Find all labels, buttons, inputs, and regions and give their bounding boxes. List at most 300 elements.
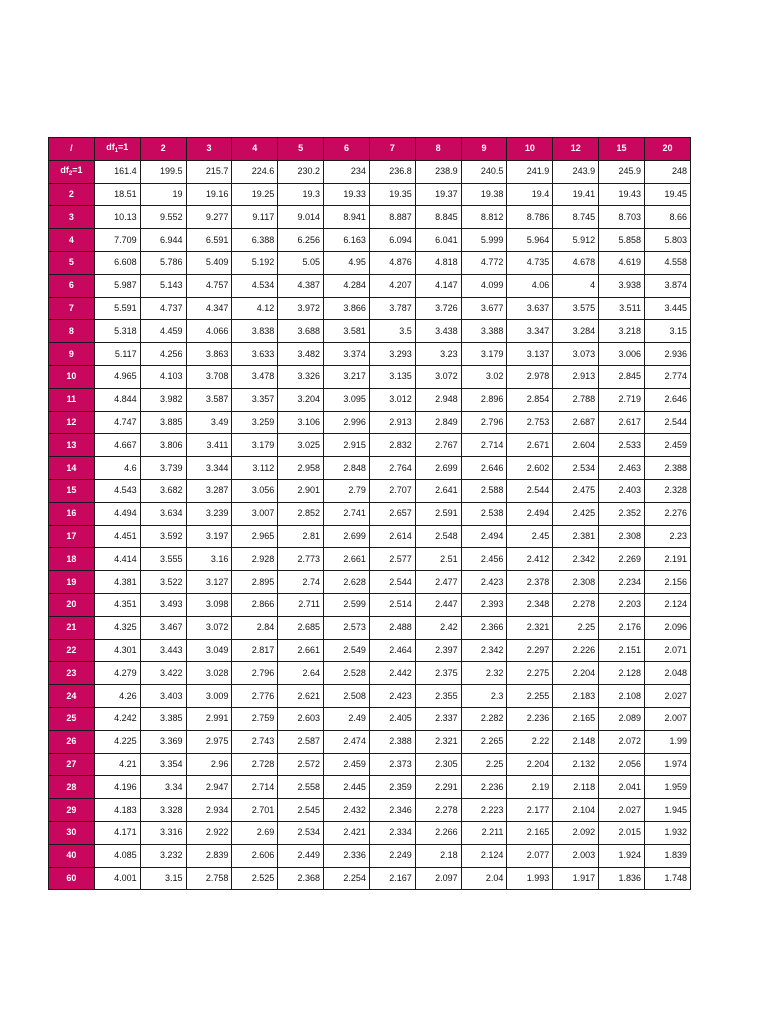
table-cell: 3.787 xyxy=(369,297,415,320)
table-cell: 5.803 xyxy=(644,229,690,252)
table-cell: 3.23 xyxy=(415,343,461,366)
table-cell: 2.072 xyxy=(599,730,645,753)
table-cell: 2.646 xyxy=(644,388,690,411)
table-cell: 2.534 xyxy=(553,457,599,480)
column-header: 10 xyxy=(507,138,553,161)
table-cell: 2.346 xyxy=(369,799,415,822)
table-cell: 3.15 xyxy=(644,320,690,343)
column-header-df1 xyxy=(94,138,140,161)
table-cell: 4.225 xyxy=(94,730,140,753)
table-cell: 5.987 xyxy=(94,274,140,297)
table-cell: 2.577 xyxy=(369,548,415,571)
table-cell: 2.614 xyxy=(369,525,415,548)
table-cell: 4.06 xyxy=(507,274,553,297)
table-cell: 2.432 xyxy=(324,799,370,822)
table-cell: 3.411 xyxy=(186,434,232,457)
table-cell: 1.974 xyxy=(644,753,690,776)
table-cell: 4.256 xyxy=(140,343,186,366)
row-header: 5 xyxy=(49,251,95,274)
table-cell: 2.774 xyxy=(644,365,690,388)
table-cell: 2.334 xyxy=(369,821,415,844)
column-header: 3 xyxy=(186,138,232,161)
table-cell: 2.74 xyxy=(278,571,324,594)
table-cell: 3.863 xyxy=(186,343,232,366)
table-cell: 3.726 xyxy=(415,297,461,320)
table-cell: 3.49 xyxy=(186,411,232,434)
table-cell: 2.603 xyxy=(278,707,324,730)
row-header: 19 xyxy=(49,571,95,594)
table-cell: 19.37 xyxy=(415,183,461,206)
table-cell: 215.7 xyxy=(186,160,232,183)
table-cell: 2.51 xyxy=(415,548,461,571)
table-cell: 3.677 xyxy=(461,297,507,320)
table-cell: 3.422 xyxy=(140,662,186,685)
table-cell: 2.922 xyxy=(186,821,232,844)
table-cell: 2.25 xyxy=(461,753,507,776)
table-cell: 2.204 xyxy=(553,662,599,685)
table-cell: 2.104 xyxy=(553,799,599,822)
row-header: 9 xyxy=(49,343,95,366)
table-cell: 5.912 xyxy=(553,229,599,252)
table-cell: 19.35 xyxy=(369,183,415,206)
table-cell: 2.508 xyxy=(324,685,370,708)
table-cell: 238.9 xyxy=(415,160,461,183)
table-cell: 19.45 xyxy=(644,183,690,206)
table-cell: 240.5 xyxy=(461,160,507,183)
row-header: 13 xyxy=(49,434,95,457)
table-row xyxy=(49,753,691,776)
table-cell: 2.203 xyxy=(599,593,645,616)
table-cell: 4.451 xyxy=(94,525,140,548)
table-row xyxy=(49,434,691,457)
column-header: 5 xyxy=(278,138,324,161)
table-cell: 4.381 xyxy=(94,571,140,594)
table-cell: 2.928 xyxy=(232,548,278,571)
table-cell: 6.608 xyxy=(94,251,140,274)
table-cell: 5.591 xyxy=(94,297,140,320)
table-cell: 3.095 xyxy=(324,388,370,411)
table-body xyxy=(49,160,691,890)
table-cell: 9.014 xyxy=(278,206,324,229)
table-cell: 2.18 xyxy=(415,844,461,867)
table-cell: 2.796 xyxy=(461,411,507,434)
table-cell: 3.682 xyxy=(140,479,186,502)
table-cell: 2.573 xyxy=(324,616,370,639)
table-cell: 2.108 xyxy=(599,685,645,708)
table-cell: 2.741 xyxy=(324,502,370,525)
table-cell: 3.287 xyxy=(186,479,232,502)
table-cell: 19.3 xyxy=(278,183,324,206)
table-cell: 1.924 xyxy=(599,844,645,867)
table-cell: 3.025 xyxy=(278,434,324,457)
row-header: 27 xyxy=(49,753,95,776)
table-cell: 2.234 xyxy=(599,571,645,594)
table-cell: 2.236 xyxy=(507,707,553,730)
table-cell: 2.378 xyxy=(507,571,553,594)
table-cell: 2.226 xyxy=(553,639,599,662)
table-cell: 2.572 xyxy=(278,753,324,776)
table-cell: 4.301 xyxy=(94,639,140,662)
table-cell: 4.103 xyxy=(140,365,186,388)
table-row xyxy=(49,229,691,252)
table-cell: 3.354 xyxy=(140,753,186,776)
table-cell: 2.534 xyxy=(278,821,324,844)
table-cell: 3.34 xyxy=(140,776,186,799)
table-cell: 2.617 xyxy=(599,411,645,434)
table-cell: 3.112 xyxy=(232,457,278,480)
df1-prefix: df xyxy=(106,142,115,153)
table-row xyxy=(49,571,691,594)
table-cell: 3.467 xyxy=(140,616,186,639)
table-cell: 4.12 xyxy=(232,297,278,320)
table-row xyxy=(49,457,691,480)
table-cell: 3.135 xyxy=(369,365,415,388)
table-cell: 2.64 xyxy=(278,662,324,685)
table-cell: 2.305 xyxy=(415,753,461,776)
table-cell: 2.549 xyxy=(324,639,370,662)
table-cell: 2.275 xyxy=(507,662,553,685)
table-cell: 3.445 xyxy=(644,297,690,320)
table-cell: 4.21 xyxy=(94,753,140,776)
table-cell: 3.688 xyxy=(278,320,324,343)
table-row xyxy=(49,388,691,411)
table-cell: 3.204 xyxy=(278,388,324,411)
table-cell: 224.6 xyxy=(232,160,278,183)
table-cell: 2.588 xyxy=(461,479,507,502)
table-cell: 2.388 xyxy=(369,730,415,753)
table-cell: 2.913 xyxy=(553,365,599,388)
table-cell: 6.944 xyxy=(140,229,186,252)
table-cell: 3.587 xyxy=(186,388,232,411)
table-row xyxy=(49,411,691,434)
row-header: 4 xyxy=(49,229,95,252)
table-cell: 4.099 xyxy=(461,274,507,297)
table-cell: 2.308 xyxy=(599,525,645,548)
table-cell: 3.511 xyxy=(599,297,645,320)
table-cell: 2.42 xyxy=(415,616,461,639)
table-cell: 1.945 xyxy=(644,799,690,822)
table-cell: 3.522 xyxy=(140,571,186,594)
table-cell: 3.239 xyxy=(186,502,232,525)
table-cell: 3.232 xyxy=(140,844,186,867)
table-cell: 2.027 xyxy=(599,799,645,822)
table-cell: 2.474 xyxy=(324,730,370,753)
table-cell: 2.545 xyxy=(278,799,324,822)
table-cell: 2.832 xyxy=(369,434,415,457)
table-cell: 2.758 xyxy=(186,867,232,890)
table-cell: 3.326 xyxy=(278,365,324,388)
table-cell: 2.788 xyxy=(553,388,599,411)
table-cell: 2.463 xyxy=(599,457,645,480)
table-cell: 3.581 xyxy=(324,320,370,343)
table-cell: 2.494 xyxy=(461,525,507,548)
table-cell: 2.641 xyxy=(415,479,461,502)
table-cell: 2.759 xyxy=(232,707,278,730)
table-cell: 18.51 xyxy=(94,183,140,206)
table-cell: 8.745 xyxy=(553,206,599,229)
table-cell: 3.197 xyxy=(186,525,232,548)
table-cell: 2.845 xyxy=(599,365,645,388)
row-header: 24 xyxy=(49,685,95,708)
table-cell: 2.81 xyxy=(278,525,324,548)
table-row xyxy=(49,593,691,616)
table-cell: 2.449 xyxy=(278,844,324,867)
table-cell: 3.493 xyxy=(140,593,186,616)
table-cell: 2.936 xyxy=(644,343,690,366)
table-row xyxy=(49,343,691,366)
table-cell: 3.009 xyxy=(186,685,232,708)
table-cell: 4.844 xyxy=(94,388,140,411)
table-cell: 2.25 xyxy=(553,616,599,639)
table-cell: 3.555 xyxy=(140,548,186,571)
table-row xyxy=(49,502,691,525)
table-cell: 3.592 xyxy=(140,525,186,548)
table-cell: 1.993 xyxy=(507,867,553,890)
table-cell: 2.278 xyxy=(415,799,461,822)
table-cell: 2.657 xyxy=(369,502,415,525)
table-cell: 3.374 xyxy=(324,343,370,366)
table-row xyxy=(49,274,691,297)
table-cell: 230.2 xyxy=(278,160,324,183)
table-cell: 6.163 xyxy=(324,229,370,252)
table-cell: 3.328 xyxy=(140,799,186,822)
table-cell: 2.092 xyxy=(553,821,599,844)
table-cell: 2.425 xyxy=(553,502,599,525)
table-cell: 2.714 xyxy=(232,776,278,799)
table-cell: 3.16 xyxy=(186,548,232,571)
table-cell: 3.028 xyxy=(186,662,232,685)
table-cell: 2.342 xyxy=(553,548,599,571)
table-cell: 2.23 xyxy=(644,525,690,548)
table-cell: 2.896 xyxy=(461,388,507,411)
table-cell: 2.661 xyxy=(278,639,324,662)
row-header: 28 xyxy=(49,776,95,799)
table-cell: 1.959 xyxy=(644,776,690,799)
table-cell: 2.459 xyxy=(644,434,690,457)
table-cell: 4.387 xyxy=(278,274,324,297)
table-cell: 3.5 xyxy=(369,320,415,343)
table-cell: 4.6 xyxy=(94,457,140,480)
table-cell: 2.488 xyxy=(369,616,415,639)
table-cell: 5.117 xyxy=(94,343,140,366)
table-cell: 1.836 xyxy=(599,867,645,890)
table-cell: 2.366 xyxy=(461,616,507,639)
table-cell: 2.947 xyxy=(186,776,232,799)
table-cell: 2.348 xyxy=(507,593,553,616)
table-cell: 2.071 xyxy=(644,639,690,662)
table-cell: 2.464 xyxy=(369,639,415,662)
table-cell: 2.544 xyxy=(507,479,553,502)
column-header: 4 xyxy=(232,138,278,161)
table-cell: 3.179 xyxy=(461,343,507,366)
table-cell: 4.747 xyxy=(94,411,140,434)
table-cell: 2.04 xyxy=(461,867,507,890)
table-cell: 6.591 xyxy=(186,229,232,252)
table-cell: 2.393 xyxy=(461,593,507,616)
row-header: 11 xyxy=(49,388,95,411)
table-cell: 4.534 xyxy=(232,274,278,297)
table-cell: 2.077 xyxy=(507,844,553,867)
table-cell: 19.16 xyxy=(186,183,232,206)
table-cell: 4.678 xyxy=(553,251,599,274)
table-cell: 2.176 xyxy=(599,616,645,639)
table-cell: 2.544 xyxy=(644,411,690,434)
table-cell: 19.33 xyxy=(324,183,370,206)
table-cell: 4 xyxy=(553,274,599,297)
table-cell: 243.9 xyxy=(553,160,599,183)
table-cell: 2.027 xyxy=(644,685,690,708)
table-cell: 4.066 xyxy=(186,320,232,343)
table-cell: 2.183 xyxy=(553,685,599,708)
table-cell: 2.291 xyxy=(415,776,461,799)
table-cell: 3.385 xyxy=(140,707,186,730)
table-cell: 2.321 xyxy=(415,730,461,753)
table-cell: 234 xyxy=(324,160,370,183)
table-cell: 2.604 xyxy=(553,434,599,457)
table-cell: 2.45 xyxy=(507,525,553,548)
table-cell: 2.007 xyxy=(644,707,690,730)
table-cell: 4.26 xyxy=(94,685,140,708)
row-header: 10 xyxy=(49,365,95,388)
table-cell: 2.699 xyxy=(324,525,370,548)
table-cell: 2.282 xyxy=(461,707,507,730)
table-cell: 2.475 xyxy=(553,479,599,502)
table-cell: 5.143 xyxy=(140,274,186,297)
table-cell: 199.5 xyxy=(140,160,186,183)
table-cell: 4.279 xyxy=(94,662,140,685)
table-cell: 2.421 xyxy=(324,821,370,844)
row-header: 15 xyxy=(49,479,95,502)
table-cell: 2.79 xyxy=(324,479,370,502)
table-cell: 3.866 xyxy=(324,297,370,320)
table-cell: 2.236 xyxy=(461,776,507,799)
table-cell: 2.397 xyxy=(415,639,461,662)
table-row xyxy=(49,320,691,343)
table-row xyxy=(49,867,691,890)
table-cell: 4.347 xyxy=(186,297,232,320)
table-cell: 19.38 xyxy=(461,183,507,206)
table-cell: 2.276 xyxy=(644,502,690,525)
table-cell: 3.344 xyxy=(186,457,232,480)
table-cell: 19 xyxy=(140,183,186,206)
table-cell: 3.357 xyxy=(232,388,278,411)
table-cell: 2.22 xyxy=(507,730,553,753)
table-cell: 2.839 xyxy=(186,844,232,867)
table-cell: 2.156 xyxy=(644,571,690,594)
table-cell: 2.714 xyxy=(461,434,507,457)
table-cell: 2.412 xyxy=(507,548,553,571)
table-cell: 3.575 xyxy=(553,297,599,320)
table-cell: 4.459 xyxy=(140,320,186,343)
table-cell: 4.543 xyxy=(94,479,140,502)
table-cell: 4.737 xyxy=(140,297,186,320)
table-cell: 2.606 xyxy=(232,844,278,867)
table-row xyxy=(49,776,691,799)
table-cell: 2.767 xyxy=(415,434,461,457)
table-cell: 2.991 xyxy=(186,707,232,730)
table-cell: 3.633 xyxy=(232,343,278,366)
table-cell: 2.151 xyxy=(599,639,645,662)
table-row xyxy=(49,844,691,867)
table-cell: 4.772 xyxy=(461,251,507,274)
table-cell: 3.874 xyxy=(644,274,690,297)
table-cell: 2.124 xyxy=(461,844,507,867)
row-header: 30 xyxy=(49,821,95,844)
table-cell: 2.223 xyxy=(461,799,507,822)
table-cell: 3.438 xyxy=(415,320,461,343)
table-cell: 2.278 xyxy=(553,593,599,616)
table-cell: 8.703 xyxy=(599,206,645,229)
table-cell: 9.117 xyxy=(232,206,278,229)
table-cell: 2.934 xyxy=(186,799,232,822)
table-cell: 2.628 xyxy=(324,571,370,594)
table-cell: 2.337 xyxy=(415,707,461,730)
table-cell: 4.351 xyxy=(94,593,140,616)
table-cell: 2.558 xyxy=(278,776,324,799)
table-row xyxy=(49,730,691,753)
row-header: 40 xyxy=(49,844,95,867)
table-cell: 2.796 xyxy=(232,662,278,685)
table-cell: 5.192 xyxy=(232,251,278,274)
table-cell: 2.405 xyxy=(369,707,415,730)
table-cell: 3.218 xyxy=(599,320,645,343)
df1-suffix: =1 xyxy=(118,142,129,153)
table-cell: 2.753 xyxy=(507,411,553,434)
df2-subscript: 2 xyxy=(68,171,73,178)
row-header: 26 xyxy=(49,730,95,753)
table-cell: 4.196 xyxy=(94,776,140,799)
row-header: 21 xyxy=(49,616,95,639)
row-header: 20 xyxy=(49,593,95,616)
table-cell: 2.764 xyxy=(369,457,415,480)
table-cell: 2.254 xyxy=(324,867,370,890)
table-cell: 7.709 xyxy=(94,229,140,252)
table-cell: 2.255 xyxy=(507,685,553,708)
table-row xyxy=(49,206,691,229)
table-cell: 2.249 xyxy=(369,844,415,867)
table-cell: 2.901 xyxy=(278,479,324,502)
table-cell: 2.587 xyxy=(278,730,324,753)
table-cell: 2.381 xyxy=(553,525,599,548)
table-cell: 2.49 xyxy=(324,707,370,730)
table-cell: 3.259 xyxy=(232,411,278,434)
table-cell: 2.19 xyxy=(507,776,553,799)
table-cell: 2.84 xyxy=(232,616,278,639)
table-cell: 2.743 xyxy=(232,730,278,753)
table-cell: 2.442 xyxy=(369,662,415,685)
table-cell: 8.812 xyxy=(461,206,507,229)
row-header: 7 xyxy=(49,297,95,320)
table-cell: 2.342 xyxy=(461,639,507,662)
table-cell: 2.687 xyxy=(553,411,599,434)
table-cell: 2.297 xyxy=(507,639,553,662)
table-cell: 4.183 xyxy=(94,799,140,822)
table-cell: 3.137 xyxy=(507,343,553,366)
table-cell: 2.447 xyxy=(415,593,461,616)
table-cell: 2.191 xyxy=(644,548,690,571)
table-cell: 3.708 xyxy=(186,365,232,388)
column-header: 9 xyxy=(461,138,507,161)
table-cell: 19.41 xyxy=(553,183,599,206)
row-header: 14 xyxy=(49,457,95,480)
table-cell: 5.409 xyxy=(186,251,232,274)
table-cell: 2.996 xyxy=(324,411,370,434)
table-cell: 2.96 xyxy=(186,753,232,776)
table-cell: 2.707 xyxy=(369,479,415,502)
table-cell: 3.02 xyxy=(461,365,507,388)
table-cell: 9.277 xyxy=(186,206,232,229)
table-cell: 241.9 xyxy=(507,160,553,183)
